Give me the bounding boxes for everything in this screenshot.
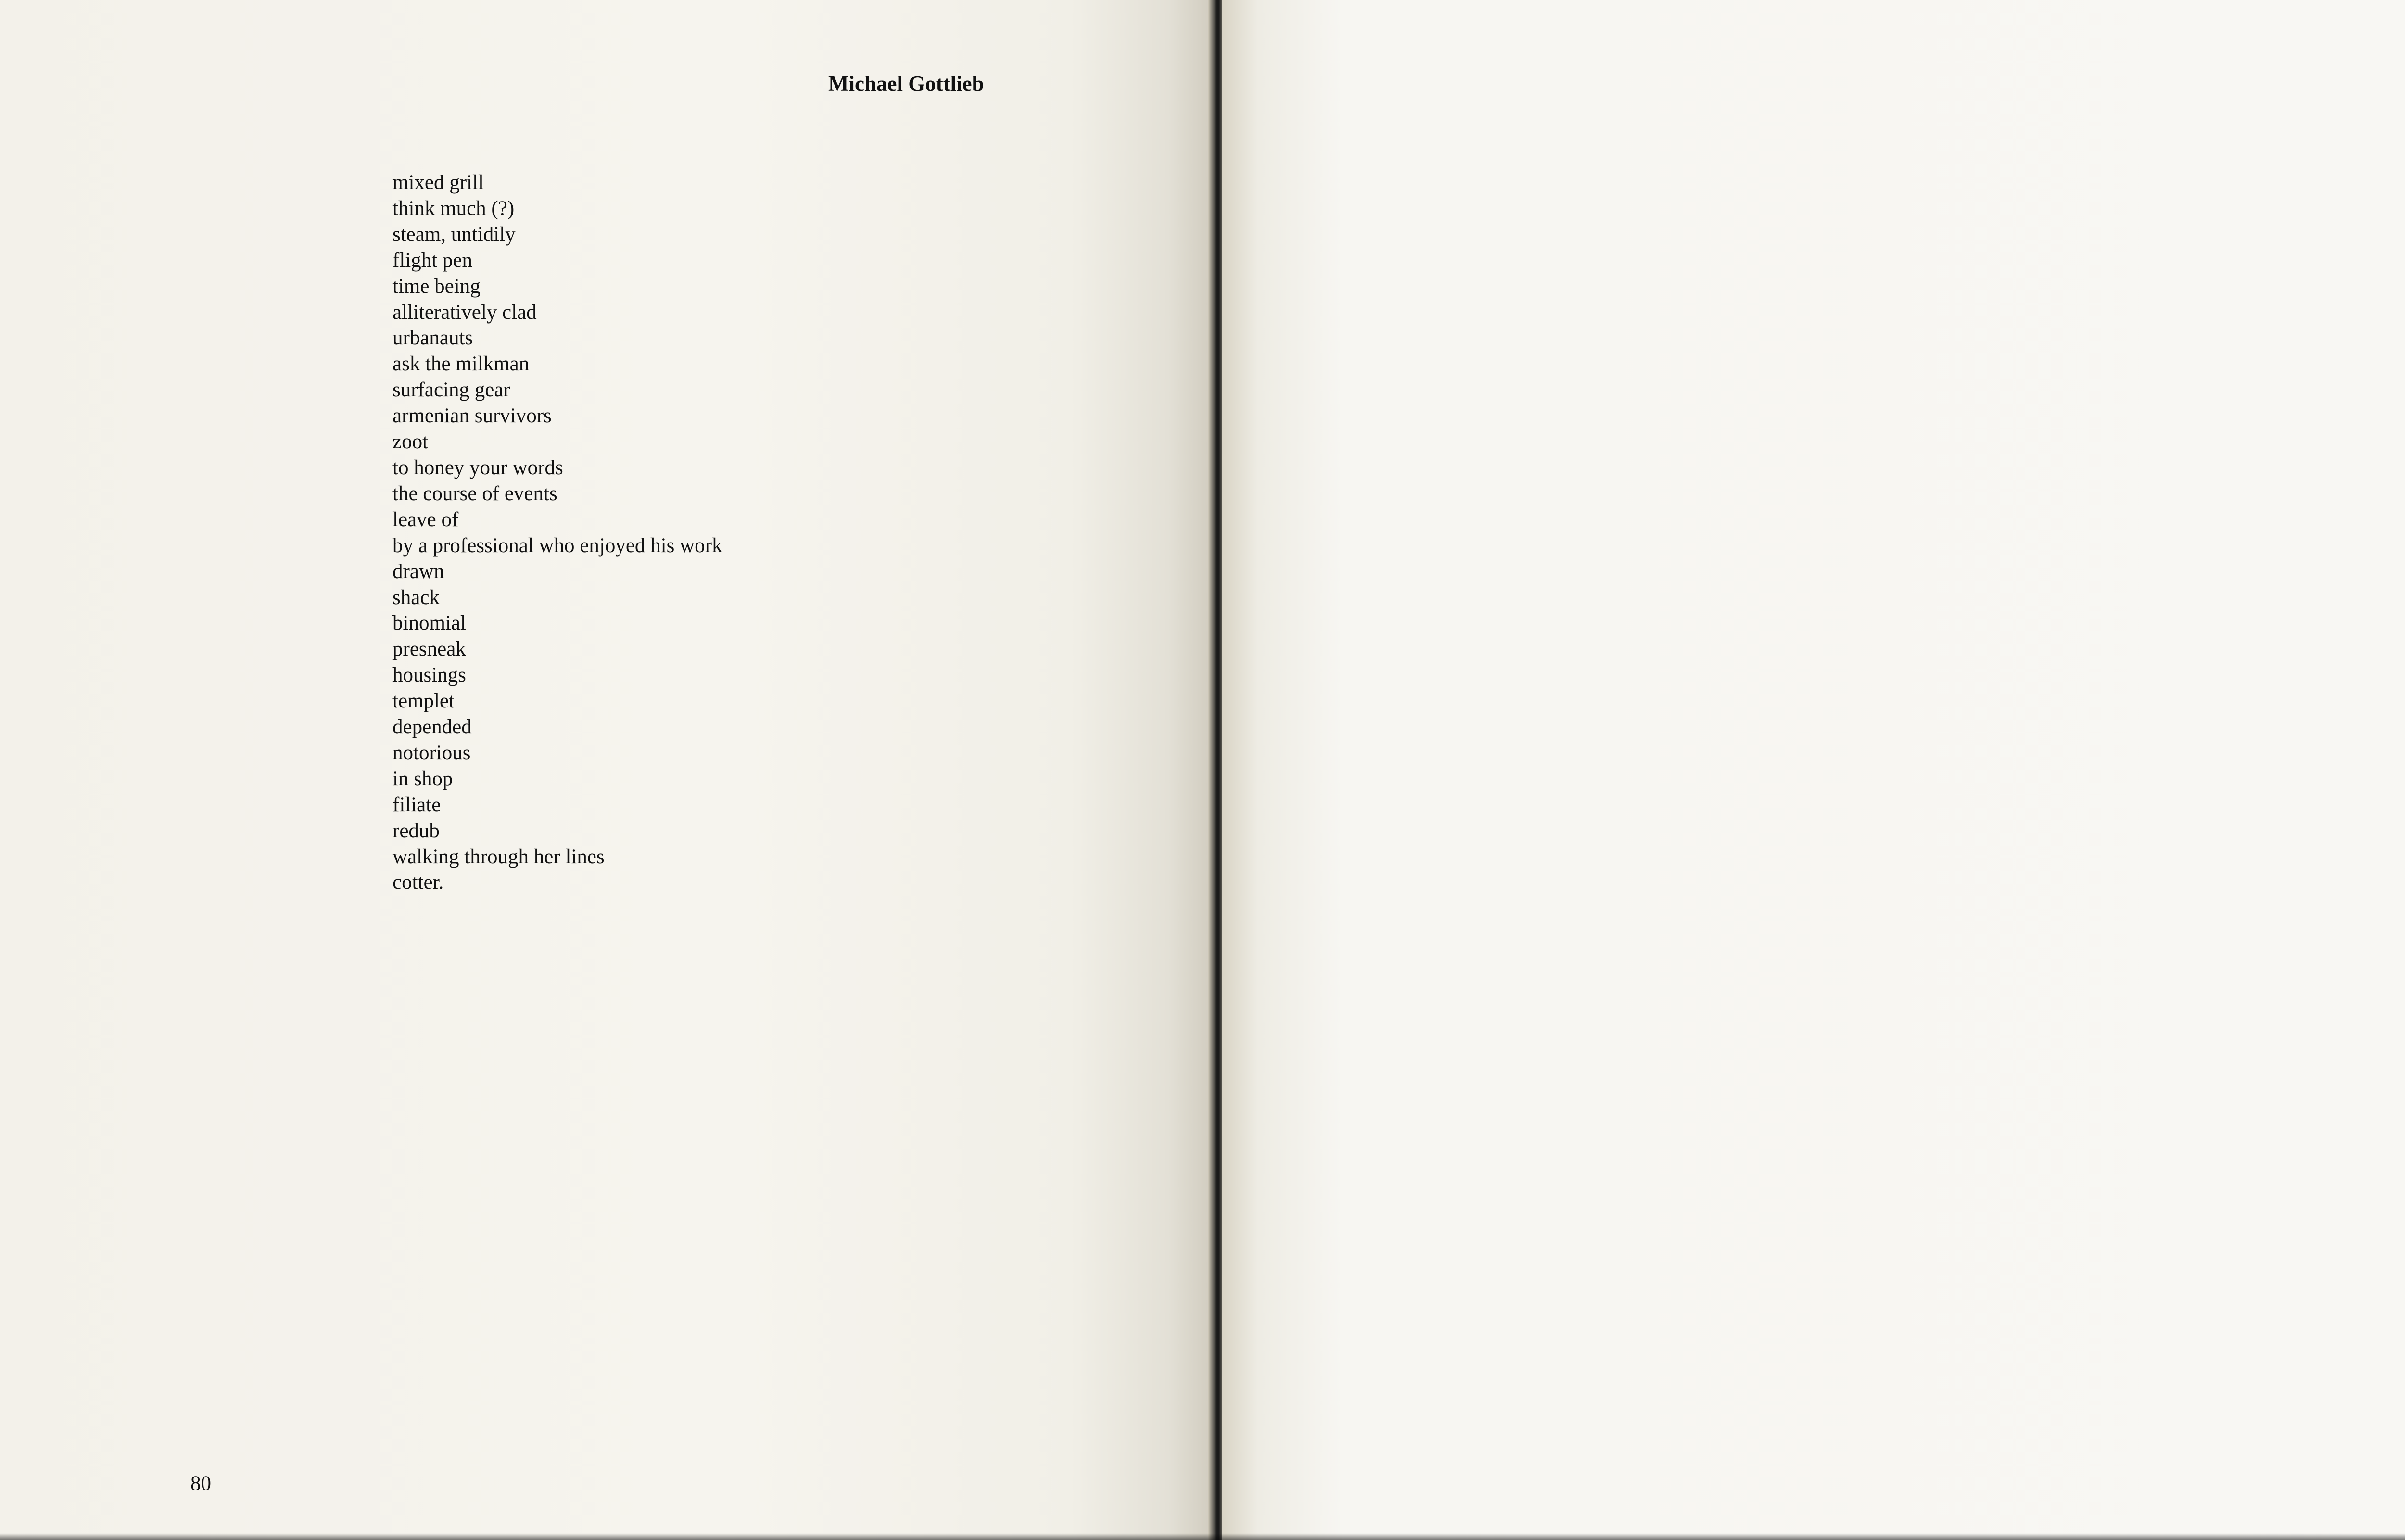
poem-line: alliteratively clad [392,301,537,324]
poem-line: walking through her lines [392,845,605,868]
poem-line: time being [392,275,481,298]
poem-line: redub [392,819,440,842]
poem-line: armenian survivors [392,404,552,428]
poem-line: drawn [392,560,444,583]
poem-line: steam, untidily [392,223,516,246]
poem-line: binomial [392,612,466,635]
poem-line: presneak [392,638,466,661]
poem-line: ask the milkman [392,353,530,376]
poem-line: urbanauts [392,327,473,350]
poem-line: mixed grill [392,171,484,194]
right-page-blank [1222,0,2405,1540]
poem-line: zoot [392,430,429,454]
bottom-edge-shadow [0,1533,2405,1540]
poem-line: templet [392,690,455,713]
poem-lines [392,170,722,896]
poem-line: flight pen [392,249,472,272]
poem-line: cotter. [392,871,444,894]
page-number: 80 [190,1472,211,1495]
poem-line: surfacing gear [392,379,510,402]
poem-line: filiate [392,793,441,816]
poem-line: think much (?) [392,197,515,220]
poem-line: shack [392,586,440,609]
poem-line: to honey your words [392,456,563,479]
poem-line: in shop [392,767,453,790]
running-head-author: Michael Gottlieb [828,72,984,96]
poem-line: by a professional who enjoyed his work [392,534,722,557]
poem-line: housings [392,664,466,687]
poem-line: depended [392,716,472,739]
poem-line: the course of events [392,482,557,505]
poem-line: notorious [392,741,471,764]
poem-line: leave of [392,508,459,531]
